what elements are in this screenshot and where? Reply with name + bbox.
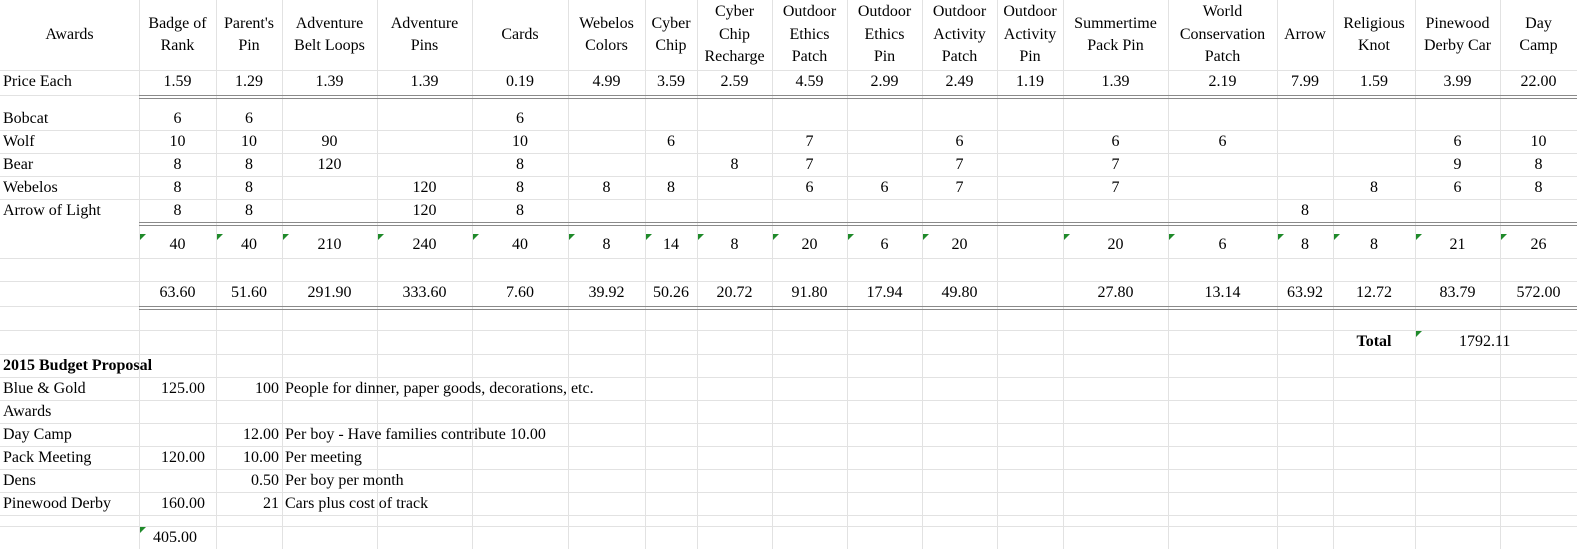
price-cell[interactable]: 7.99	[1291, 73, 1319, 90]
quantity-cell[interactable]	[571, 153, 642, 176]
quantity-total-cell[interactable]: 8	[1370, 236, 1378, 253]
budget-amount[interactable]	[142, 400, 205, 423]
quantity-total-cell[interactable]: 8	[602, 236, 611, 253]
comment-marker-icon	[923, 234, 929, 240]
price-cell[interactable]: 2.49	[945, 73, 974, 90]
quantity-cell[interactable]: 8	[245, 179, 253, 196]
quantity-cell[interactable]: 6	[667, 133, 675, 150]
quantity-cell[interactable]: 6	[173, 110, 182, 127]
quantity-cell[interactable]: 7	[1111, 156, 1120, 173]
quantity-cell[interactable]: 8	[1370, 179, 1378, 196]
column-header[interactable]: Religious Knot	[1343, 14, 1405, 54]
cost-total-cell[interactable]: 49.80	[941, 284, 978, 301]
grand-total-label[interactable]: Total	[1356, 333, 1392, 350]
double-border	[139, 306, 1577, 310]
quantity-cell[interactable]: 6	[1111, 133, 1120, 150]
quantity-cell[interactable]: 7	[805, 133, 814, 150]
budget-item[interactable]: Pack Meeting	[3, 449, 92, 466]
comment-marker-icon	[1501, 234, 1507, 240]
quantity-cell[interactable]: 8	[173, 156, 182, 173]
quantity-cell[interactable]: 8	[516, 202, 524, 219]
quantity-cell[interactable]: 6	[880, 179, 889, 196]
quantity-cell[interactable]: 6	[245, 110, 253, 127]
column-header[interactable]: Parent's Pin	[224, 14, 274, 54]
quantity-cell[interactable]	[380, 107, 469, 130]
budget-note[interactable]: Per meeting	[285, 449, 362, 466]
cost-total-cell[interactable]	[1000, 281, 1060, 304]
quantity-cell[interactable]	[1336, 153, 1412, 176]
column-header[interactable]: Outdoor Activity Patch	[932, 3, 987, 66]
quantity-total-cell[interactable]: 8	[730, 236, 739, 253]
quantity-cell[interactable]: 10	[1530, 133, 1547, 150]
quantity-total-cell[interactable]: 20	[801, 236, 818, 253]
budget-qty[interactable]: 21	[263, 495, 279, 512]
quantity-cell[interactable]	[1000, 199, 1060, 222]
quantity-cell[interactable]	[1000, 153, 1060, 176]
budget-item[interactable]: Pinewood Derby	[3, 495, 111, 512]
quantity-cell[interactable]	[648, 199, 694, 222]
quantity-cell[interactable]	[1336, 199, 1412, 222]
quantity-cell[interactable]: 8	[1301, 202, 1309, 219]
quantity-total-cell[interactable]: 40	[512, 236, 528, 253]
quantity-cell[interactable]	[1000, 176, 1060, 199]
price-cell[interactable]: 2.59	[720, 73, 749, 90]
quantity-cell[interactable]: 6	[1453, 179, 1462, 196]
quantity-cell[interactable]	[1171, 153, 1274, 176]
quantity-total-cell[interactable]: 21	[1449, 236, 1466, 253]
quantity-cell[interactable]: 8	[730, 156, 739, 173]
price-cell[interactable]: 1.59	[163, 73, 192, 90]
quantity-cell[interactable]	[1280, 176, 1330, 199]
comment-marker-icon	[698, 234, 704, 240]
quantity-total-cell[interactable]: 20	[951, 236, 968, 253]
comment-marker-icon	[1169, 234, 1175, 240]
budget-qty[interactable]	[219, 400, 279, 423]
quantity-cell[interactable]	[648, 107, 694, 130]
budget-item[interactable]: Awards	[3, 403, 52, 420]
quantity-cell[interactable]: 6	[1453, 133, 1462, 150]
row-divider	[0, 354, 1577, 355]
quantity-cell[interactable]	[1336, 130, 1412, 153]
price-cell[interactable]: 0.19	[506, 73, 534, 90]
price-cell[interactable]: 3.99	[1443, 73, 1472, 90]
quantity-cell[interactable]	[285, 176, 374, 199]
quantity-cell[interactable]	[700, 199, 769, 222]
cost-total-cell[interactable]: 13.14	[1204, 284, 1241, 301]
row-label-rank[interactable]: Wolf	[3, 133, 35, 150]
row-divider	[0, 526, 1577, 527]
quantity-cell[interactable]	[380, 130, 469, 153]
column-divider	[216, 0, 217, 549]
column-divider	[1500, 0, 1501, 549]
quantity-total-cell[interactable]: 6	[880, 236, 889, 253]
quantity-cell[interactable]	[1280, 130, 1330, 153]
column-header[interactable]: Cyber Chip Recharge	[704, 3, 765, 66]
column-header[interactable]: Pinewood Derby Car	[1423, 14, 1492, 54]
quantity-total-cell[interactable]: 240	[412, 236, 437, 253]
budget-amount[interactable]	[142, 423, 205, 446]
column-divider	[1415, 0, 1416, 549]
quantity-cell[interactable]: 8	[1534, 179, 1543, 196]
column-divider	[282, 0, 283, 549]
quantity-cell[interactable]: 9	[1453, 156, 1462, 173]
quantity-cell[interactable]: 7	[1111, 179, 1120, 196]
budget-qty[interactable]: 0.50	[251, 472, 279, 489]
budget-amount[interactable]: 120.00	[161, 449, 205, 466]
column-divider	[139, 0, 140, 549]
cost-total-cell[interactable]: 291.90	[307, 284, 352, 301]
quantity-cell[interactable]: 120	[412, 179, 437, 196]
price-cell[interactable]: 1.19	[1016, 73, 1044, 90]
quantity-cell[interactable]	[1280, 107, 1330, 130]
quantity-cell[interactable]	[1280, 153, 1330, 176]
quantity-cell[interactable]	[1171, 107, 1274, 130]
cost-total-cell[interactable]: 51.60	[231, 284, 267, 301]
quantity-total-cell[interactable]	[1000, 233, 1060, 256]
row-label-rank[interactable]: Arrow of Light	[3, 202, 101, 219]
budget-item[interactable]: Day Camp	[3, 426, 72, 443]
budget-qty[interactable]: 12.00	[243, 426, 279, 443]
quantity-cell[interactable]	[1503, 199, 1574, 222]
quantity-cell[interactable]	[850, 153, 919, 176]
column-divider	[1277, 0, 1278, 549]
quantity-cell[interactable]: 8	[602, 179, 611, 196]
cost-total-cell[interactable]: 12.72	[1356, 284, 1392, 301]
quantity-cell[interactable]	[700, 107, 769, 130]
cost-total-cell[interactable]: 39.92	[588, 284, 625, 301]
price-cell[interactable]: 1.59	[1360, 73, 1388, 90]
quantity-cell[interactable]: 6	[955, 133, 964, 150]
comment-marker-icon	[473, 234, 479, 240]
quantity-cell[interactable]	[648, 153, 694, 176]
column-header[interactable]: Outdoor Ethics Pin	[857, 3, 912, 66]
quantity-cell[interactable]	[1066, 107, 1165, 130]
row-label-rank[interactable]: Bear	[3, 156, 34, 173]
quantity-cell[interactable]	[380, 153, 469, 176]
quantity-cell[interactable]	[850, 130, 919, 153]
column-divider	[847, 0, 848, 549]
quantity-cell[interactable]	[925, 199, 994, 222]
quantity-total-cell[interactable]: 14	[663, 236, 679, 253]
quantity-cell[interactable]: 8	[1534, 156, 1543, 173]
quantity-cell[interactable]	[285, 107, 374, 130]
comment-marker-icon	[140, 527, 146, 533]
quantity-total-cell[interactable]: 8	[1301, 236, 1309, 253]
price-cell[interactable]: 1.29	[235, 73, 263, 90]
quantity-cell[interactable]	[700, 130, 769, 153]
row-label-rank[interactable]: Bobcat	[3, 110, 49, 127]
quantity-cell[interactable]: 120	[317, 156, 342, 173]
budget-total[interactable]: 405.00	[153, 529, 197, 546]
price-cell[interactable]: 3.59	[657, 73, 685, 90]
comment-marker-icon	[378, 234, 384, 240]
price-cell[interactable]: 1.39	[1101, 73, 1130, 90]
cost-total-cell[interactable]: 83.79	[1439, 284, 1476, 301]
quantity-cell[interactable]: 8	[173, 202, 182, 219]
quantity-total-cell[interactable]: 20	[1107, 236, 1124, 253]
quantity-cell[interactable]	[850, 199, 919, 222]
price-cell[interactable]: 1.39	[410, 73, 439, 90]
quantity-cell[interactable]: 6	[805, 179, 814, 196]
price-cell[interactable]: 4.99	[592, 73, 621, 90]
cost-total-cell[interactable]: 20.72	[716, 284, 753, 301]
quantity-total-cell[interactable]: 210	[317, 236, 342, 253]
comment-marker-icon	[569, 234, 575, 240]
budget-item[interactable]: Blue & Gold	[3, 380, 86, 397]
column-divider	[1063, 0, 1064, 549]
column-header[interactable]: Badge of Rank	[148, 14, 207, 54]
grand-total-value[interactable]: 1792.11	[1459, 333, 1511, 350]
quantity-total-cell[interactable]: 6	[1218, 236, 1227, 253]
cost-total-cell[interactable]: 7.60	[506, 284, 534, 301]
comment-marker-icon	[773, 234, 779, 240]
quantity-cell[interactable]	[1171, 176, 1274, 199]
quantity-cell[interactable]: 8	[173, 179, 182, 196]
quantity-cell[interactable]: 7	[955, 179, 964, 196]
column-header[interactable]: Outdoor Activity Pin	[1003, 3, 1057, 66]
quantity-cell[interactable]	[1418, 199, 1497, 222]
quantity-total-cell[interactable]: 40	[241, 236, 257, 253]
cost-total-cell[interactable]: 333.60	[402, 284, 447, 301]
budget-note[interactable]: People for dinner, paper goods, decorations, etc.	[285, 380, 594, 397]
column-header[interactable]: Webelos Colors	[579, 14, 634, 54]
column-header[interactable]: Day Camp	[1519, 14, 1558, 54]
quantity-cell[interactable]: 7	[805, 156, 814, 173]
column-divider	[1168, 0, 1169, 549]
cost-total-cell[interactable]: 50.26	[653, 284, 689, 301]
budget-note[interactable]: Per boy per month	[285, 472, 404, 489]
comment-marker-icon	[217, 234, 223, 240]
budget-amount[interactable]	[142, 469, 205, 492]
comment-marker-icon	[283, 234, 289, 240]
header-awards[interactable]: Awards	[45, 25, 94, 43]
quantity-cell[interactable]	[925, 107, 994, 130]
cost-total-cell[interactable]: 572.00	[1516, 284, 1561, 301]
double-border	[139, 222, 1577, 226]
budget-note[interactable]: Cars plus cost of track	[285, 495, 429, 512]
quantity-cell[interactable]: 8	[516, 156, 524, 173]
price-cell[interactable]: 1.39	[315, 73, 344, 90]
column-header[interactable]: Outdoor Ethics Patch	[782, 3, 837, 66]
quantity-cell[interactable]	[571, 130, 642, 153]
budget-qty[interactable]: 10.00	[243, 449, 279, 466]
price-cell[interactable]: 4.59	[795, 73, 824, 90]
comment-marker-icon	[1064, 234, 1070, 240]
quantity-cell[interactable]	[285, 199, 374, 222]
quantity-cell[interactable]: 8	[667, 179, 675, 196]
budget-title[interactable]: 2015 Budget Proposal	[3, 357, 153, 374]
price-cell[interactable]: 2.99	[870, 73, 899, 90]
column-header[interactable]: Cyber Chip	[651, 14, 691, 54]
cost-total-cell[interactable]: 17.94	[866, 284, 903, 301]
column-divider	[1333, 0, 1334, 549]
row-label-price[interactable]: Price Each	[3, 73, 72, 90]
quantity-cell[interactable]: 8	[245, 156, 253, 173]
quantity-cell[interactable]: 10	[241, 133, 257, 150]
comment-marker-icon	[1416, 331, 1422, 337]
comment-marker-icon	[646, 234, 652, 240]
cost-total-cell[interactable]: 27.80	[1097, 284, 1134, 301]
quantity-cell[interactable]: 6	[1218, 133, 1227, 150]
row-divider	[0, 515, 1577, 516]
column-divider	[997, 0, 998, 549]
column-header[interactable]: Summertime Pack Pin	[1074, 14, 1157, 54]
quantity-cell[interactable]	[1336, 107, 1412, 130]
quantity-cell[interactable]	[1503, 107, 1574, 130]
quantity-cell[interactable]	[850, 107, 919, 130]
comment-marker-icon	[140, 234, 146, 240]
comment-marker-icon	[1334, 234, 1340, 240]
budget-qty[interactable]: 100	[255, 380, 279, 397]
quantity-cell[interactable]	[1000, 107, 1060, 130]
comment-marker-icon	[1278, 234, 1284, 240]
budget-note[interactable]: Per boy - Have families contribute 10.00	[285, 426, 546, 443]
budget-amount[interactable]: 160.00	[161, 495, 205, 512]
budget-item[interactable]: Dens	[3, 472, 36, 489]
comment-marker-icon	[848, 234, 854, 240]
price-cell[interactable]: 22.00	[1520, 73, 1557, 90]
quantity-cell[interactable]: 8	[245, 202, 253, 219]
quantity-cell[interactable]: 8	[516, 179, 524, 196]
quantity-cell[interactable]	[775, 107, 844, 130]
quantity-cell[interactable]: 7	[955, 156, 964, 173]
column-divider	[922, 0, 923, 549]
column-header[interactable]: Arrow	[1284, 25, 1326, 43]
column-header[interactable]: Adventure Pins	[390, 14, 459, 54]
row-divider	[0, 258, 1577, 259]
row-label-rank[interactable]: Webelos	[3, 179, 58, 196]
quantity-cell[interactable]	[1418, 107, 1497, 130]
quantity-cell[interactable]	[1066, 199, 1165, 222]
budget-amount[interactable]: 125.00	[161, 380, 205, 397]
quantity-cell[interactable]	[1171, 199, 1274, 222]
quantity-cell[interactable]: 6	[516, 110, 524, 127]
cost-total-cell[interactable]: 63.92	[1287, 284, 1323, 301]
quantity-total-cell[interactable]: 40	[169, 236, 186, 253]
budget-note[interactable]	[285, 400, 844, 423]
quantity-cell[interactable]	[700, 176, 769, 199]
quantity-cell[interactable]	[571, 199, 642, 222]
cost-total-cell[interactable]: 63.60	[159, 284, 196, 301]
column-header[interactable]: World Conservation Patch	[1179, 3, 1266, 66]
quantity-cell[interactable]	[775, 199, 844, 222]
cost-total-cell[interactable]: 91.80	[791, 284, 828, 301]
column-header[interactable]: Adventure Belt Loops	[294, 14, 365, 54]
quantity-cell[interactable]: 120	[412, 202, 437, 219]
quantity-cell[interactable]: 10	[169, 133, 186, 150]
comment-marker-icon	[1416, 234, 1422, 240]
quantity-cell[interactable]: 90	[321, 133, 338, 150]
quantity-cell[interactable]	[1000, 130, 1060, 153]
quantity-total-cell[interactable]: 26	[1530, 236, 1547, 253]
quantity-cell[interactable]: 10	[512, 133, 528, 150]
quantity-cell[interactable]	[571, 107, 642, 130]
double-border	[139, 95, 1577, 99]
column-header[interactable]: Cards	[501, 25, 539, 43]
price-cell[interactable]: 2.19	[1208, 73, 1237, 90]
